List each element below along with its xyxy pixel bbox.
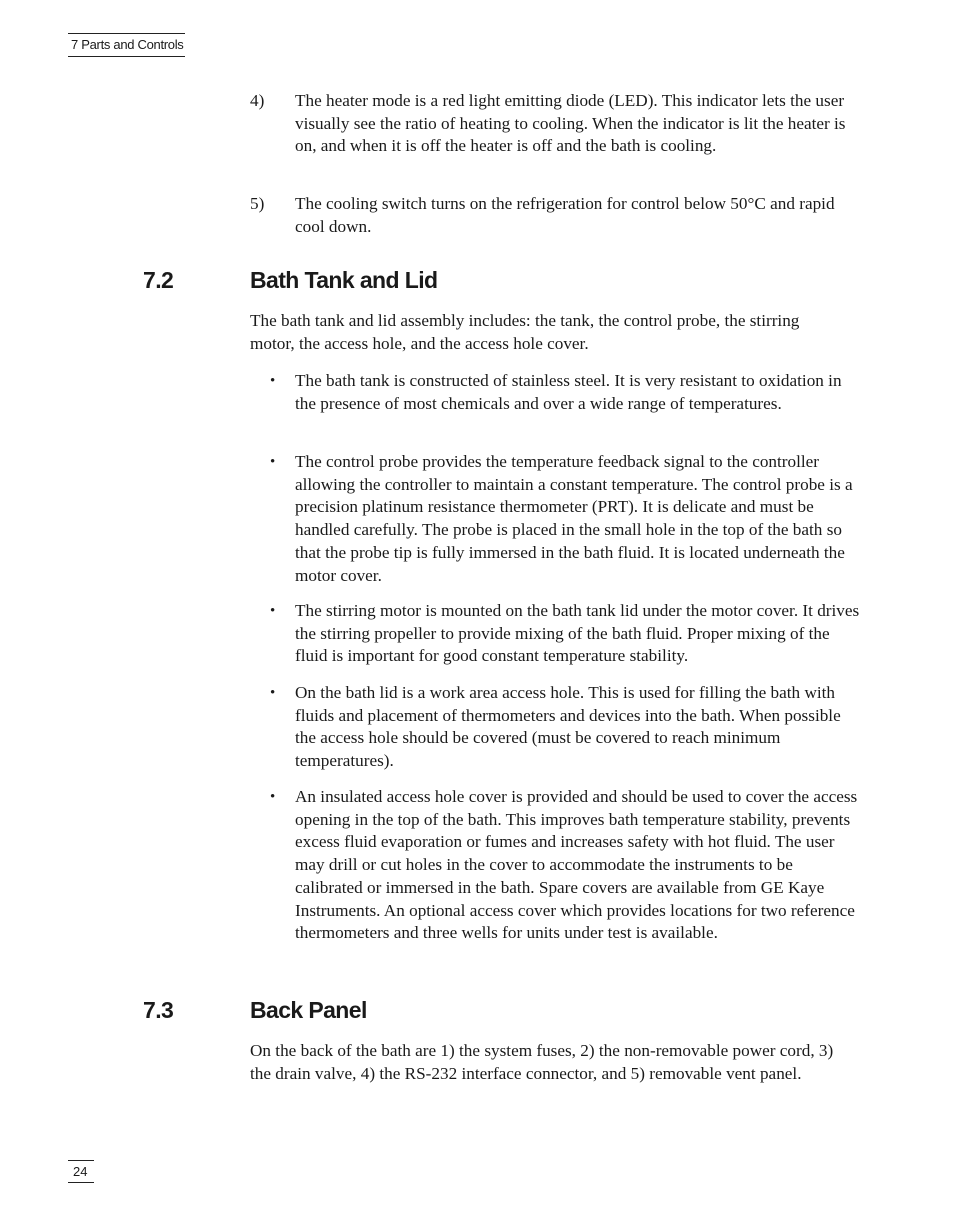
section-intro: On the back of the bath are 1) the system fuses, 2) the non-removable power cord, 3) the drain valve, 4) the RS-232 interface connector, and 5) removable vent panel. — [250, 1041, 834, 1083]
list-item — [250, 90, 850, 158]
list-item-text: The cooling switch turns on the refrigeration for control below 50°C and rapid cool down. — [295, 194, 835, 236]
bullet-item — [270, 682, 860, 773]
bullet-text: The stirring motor is mounted on the bath tank lid under the motor cover. It drives the stirring propeller to provide mixing of the bath fluid. Proper mixing of the fluid is important for good constant temperature stability. — [295, 601, 860, 666]
bullet-icon: • — [270, 454, 276, 470]
section-title: Bath Tank and Lid — [250, 267, 438, 293]
list-item — [250, 193, 850, 238]
bullet-item — [270, 451, 860, 587]
bullet-text: The control probe provides the temperature feedback signal to the controller allowing the controller to maintain a constant temperature. The control probe is a precision platinum resistance thermometer (PRT). It is delicate and must be handled carefully. The probe is placed in the small hole in the top of the bath so that the probe tip is fully immersed in the bath fluid. It is located underneath the motor cover. — [295, 452, 853, 585]
bullet-item — [270, 786, 860, 945]
section-intro: The bath tank and lid assembly includes: the tank, the control probe, the stirring motor, the access hole, and the access hole cover. — [250, 311, 800, 353]
bullet-text: On the bath lid is a work area access hole. This is used for filling the bath with fluids and placement of thermometers and devices into the bath. When possible the access hole should be covered (must be covered to reach minimum temperatures). — [295, 683, 841, 771]
page-number: 24 — [68, 1160, 94, 1183]
section-number: 7.2 — [143, 267, 174, 293]
bullet-item — [270, 600, 860, 668]
bullet-text: An insulated access hole cover is provided and should be used to cover the access opening in the top of the bath. This improves bath temperature stability, prevents excess fluid evaporation or fumes and increases safety with hot fluid. The user may drill or cut holes in the cover to accommodate the instruments to be calibrated or immersed in the bath. Spare covers are available from GE Kaye Instruments. An optional access cover which provides locations for two reference thermometers and three wells for units under test is available. — [295, 787, 858, 943]
section-number: 7.3 — [143, 997, 174, 1023]
bullet-icon: • — [270, 685, 276, 701]
section-title: Back Panel — [250, 997, 367, 1023]
bullet-icon: • — [270, 603, 276, 619]
bullet-icon: • — [270, 789, 276, 805]
bullet-item — [270, 370, 860, 415]
list-item-number: 5) — [250, 194, 265, 213]
bullet-text: The bath tank is constructed of stainless steel. It is very resistant to oxidation in the presence of most chemicals and over a wide range of temperatures. — [295, 371, 842, 413]
list-item-text: The heater mode is a red light emitting diode (LED). This indicator lets the user visually see the ratio of heating to cooling. When the indicator is lit the heater is on, and when it is off the heater is off and the bath is cooling. — [295, 91, 846, 156]
running-head: 7 Parts and Controls — [68, 33, 185, 57]
list-item-number: 4) — [250, 91, 265, 110]
bullet-icon: • — [270, 373, 276, 389]
